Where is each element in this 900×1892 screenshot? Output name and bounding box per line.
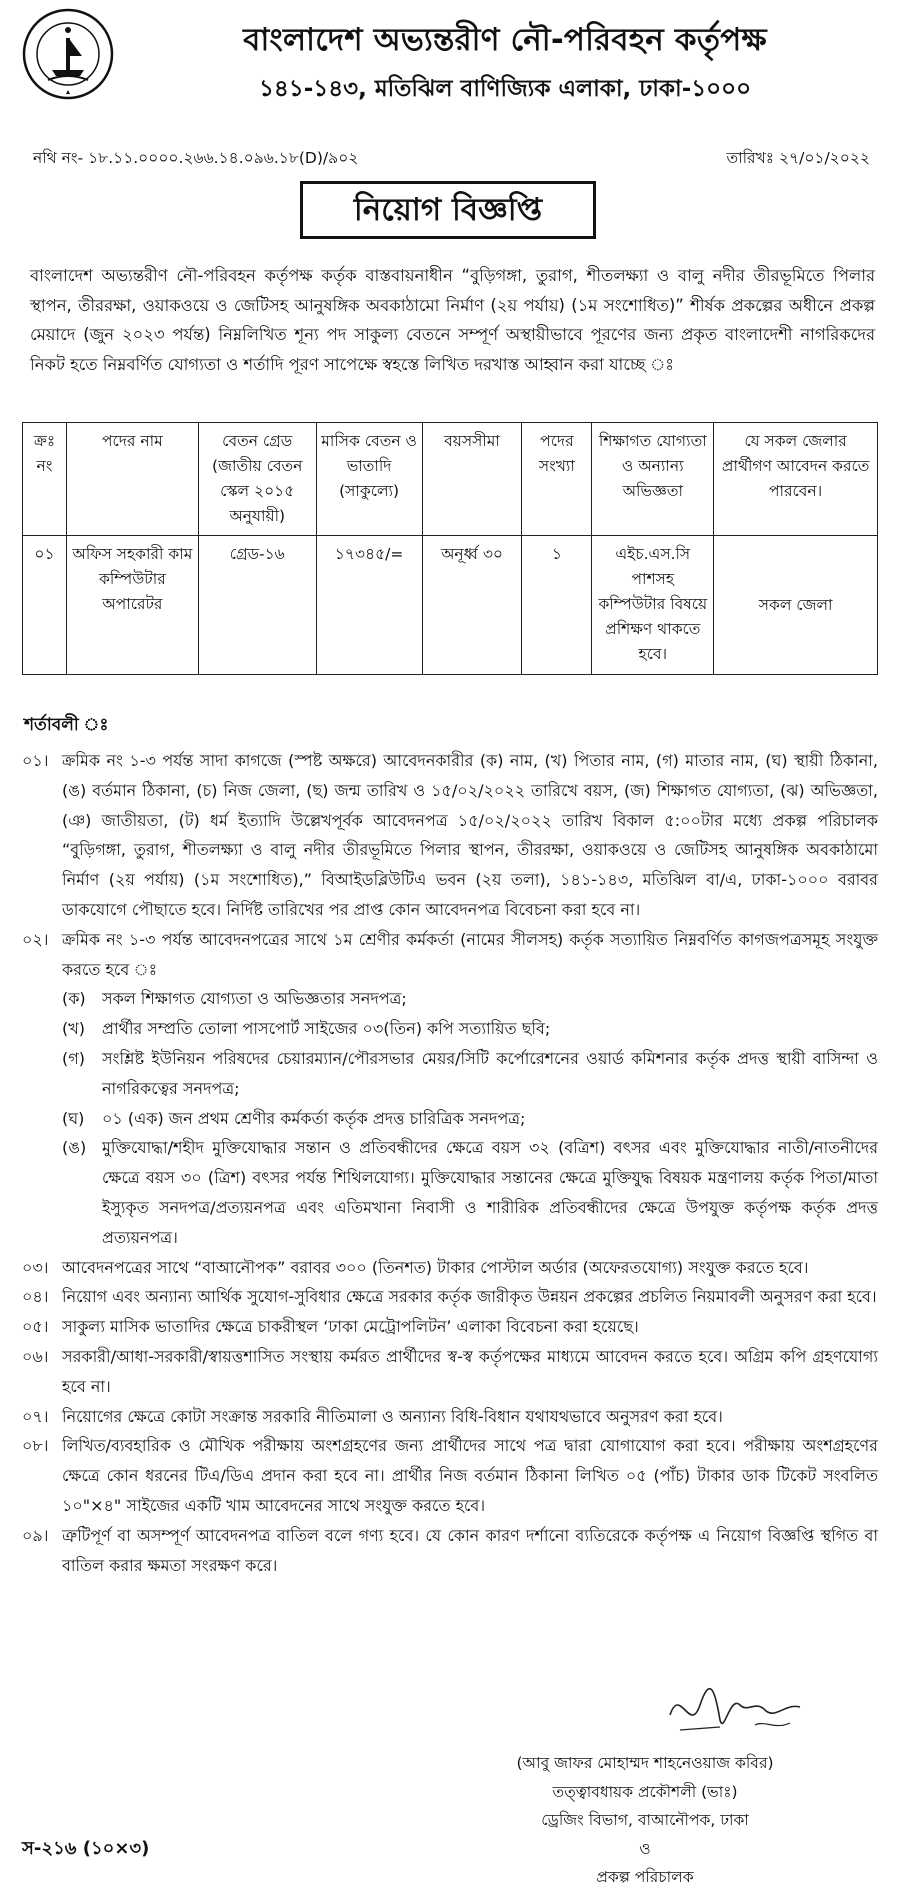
condition-text: নিয়োগের ক্ষেত্রে কোটা সংক্রান্ত সরকারি নীতিমালা ও অন্যান্য বিধি-বিধান যথাযথভাবে অনুসরণ করা হবে। — [62, 1406, 723, 1426]
header-post-count: পদের সংখ্যা — [522, 423, 592, 536]
document-item-text: সংশ্লিষ্ট ইউনিয়ন পরিষদের চেয়ারম্যান/পৌরসভার মেয়র/সিটি কর্পোরেশনের ওয়ার্ড কমিশনার কর্তৃক প্রদত্ত স্থায়ী বাসিন্দা ও নাগরিকত্বের সনদপত্র; — [102, 1048, 878, 1098]
cell-qualification: এইচ.এস.সি পাশসহ কম্পিউটার বিষয়ে প্রশিক্ষণ থাকতে হবে। — [592, 536, 714, 675]
condition-number: ০৩। — [22, 1257, 49, 1277]
condition-text: সরকারী/আধা-সরকারী/স্বায়ত্তশাসিত সংস্থায় কর্মরত প্রার্থীদের স্ব-স্ব কর্তৃপক্ষের মাধ্যমে আবেদন করতে হবে। অগ্রিম কপি গ্রহণযোগ্য হবে না। — [62, 1346, 878, 1396]
condition-item — [22, 1431, 878, 1520]
document-item-label: (ঘ) — [62, 1108, 85, 1128]
footer-code: স-২১৬ (১০×৩) — [22, 1838, 150, 1859]
table-header-row — [23, 423, 878, 536]
condition-number: ০৬। — [22, 1346, 49, 1366]
condition-text: ক্রমিক নং ১-৩ পর্যন্ত আবেদনপত্রের সাথে ১ম শ্রেণীর কর্মকর্তা (নামের সীলসহ) কর্তৃক সত্যায়িত নিম্নবর্ণিত কাগজপত্রসমূহ সংযুক্ত করতে হবে ঃ — [62, 929, 878, 979]
condition-item — [22, 1521, 878, 1581]
handwritten-signature — [660, 1675, 810, 1745]
document-item — [62, 1133, 878, 1252]
cell-post-name: অফিস সহকারী কাম কম্পিউটার অপারেটর — [66, 536, 198, 675]
header-qualification: শিক্ষাগত যোগ্যতা ও অন্যান্য অভিজ্ঞতা — [592, 423, 714, 536]
document-item — [62, 984, 878, 1014]
document-item-label: (গ) — [62, 1048, 85, 1068]
condition-item — [22, 746, 878, 925]
header-eligible-districts: যে সকল জেলার প্রার্থীগণ আবেদন করতে পারবেন। — [714, 423, 878, 536]
condition-text: ত্রুটিপূর্ণ বা অসম্পূর্ণ আবেদনপত্র বাতিল বলে গণ্য হবে। যে কোন কারণ দর্শানো ব্যতিরেকে কর্তৃপক্ষ এ নিয়োগ বিজ্ঞপ্তি স্থগিত বা বাতিল করার ক্ষমতা সংরক্ষণ করে। — [62, 1525, 878, 1575]
document-item-label: (খ) — [62, 1019, 85, 1039]
cell-post-count: ১ — [522, 536, 592, 675]
condition-number: ০৯। — [22, 1525, 49, 1545]
memo-number: নথি নং- ১৮.১১.০০০০.২৬৬.১৪.০৯৬.১৮(D)/৯০২ — [33, 149, 359, 167]
cell-serial: ০১ — [23, 536, 67, 675]
document-item-text: সকল শিক্ষাগত যোগ্যতা ও অভিজ্ঞতার সনদপত্র; — [102, 989, 407, 1009]
document-item-label: (ক) — [62, 989, 86, 1009]
header-age-limit: বয়সসীমা — [422, 423, 522, 536]
conditions-heading: শর্তাবলী ঃ — [24, 715, 109, 735]
document-item — [62, 1014, 878, 1044]
signatory-department: ড্রেজিং বিভাগ, বাআনৌপক, ঢাকা — [541, 1811, 749, 1829]
intro-paragraph: বাংলাদেশ অভ্যন্তরীণ নৌ-পরিবহন কর্তৃপক্ষ কর্তৃক বাস্তবায়নাধীন “বুড়িগঙ্গা, তুরাগ, শীতলক্ষ্যা ও বালু নদীর তীরভূমিতে পিলার স্থাপন, তীররক্ষা, ওয়াকওয়ে ও জেটিসহ আনুষঙ্গিক অবকাঠামো নির্মাণ (২য় পর্যায়) (১ম সংশোধিত)” শীর্ষক প্রকল্পের অধীনে প্রকল্প মেয়াদে (জুন ২০২৩ পর্যন্ত) নিম্নলিখিত শূন্য পদ সাকুল্য বেতনে সম্পূর্ণ অস্থায়ীভাবে পূরণের জন্য প্রকৃত বাংলাদেশী নাগরিকদের নিকট হতে নিম্নবর্ণিত যোগ্যতা ও শর্তাদি পূরণ সাপেক্ষে স্বহস্তে লিখিত দরখাস্ত আহ্বান করা যাচ্ছে ঃ — [30, 266, 875, 374]
header-pay-grade: বেতন গ্রেড (জাতীয় বেতন স্কেল ২০১৫ অনুযায়ী) — [198, 423, 316, 536]
signatory-conjunction: ও — [639, 1839, 651, 1858]
document-item-text: মুক্তিযোদ্ধা/শহীদ মুক্তিযোদ্ধার সন্তান ও প্রতিবন্ধীদের ক্ষেত্রে বয়স ৩২ (বত্রিশ) বৎসর এবং মুক্তিযোদ্ধার নাতী/নাতনীদের ক্ষেত্রে বয়স ৩০ (ত্রিশ) বৎসর পর্যন্ত শিথিলযোগ্য। মুক্তিযোদ্ধার সন্তানের ক্ষেত্রে মুক্তিযুদ্ধ বিষয়ক মন্ত্রণালয় কর্তৃক পিতা/মাতা ইস্যুকৃত সনদপত্র/প্রত্যয়নপত্র এবং এতিমখানা নিবাসী ও শারীরিক প্রতিবন্ধীদের ক্ষেত্রে উপযুক্ত কর্তৃপক্ষ কর্তৃক প্রদত্ত প্রত্যয়নপত্র। — [102, 1138, 878, 1247]
condition-number: ০১। — [22, 751, 49, 770]
document-item — [62, 1044, 878, 1104]
cell-monthly-salary: ১৭৩৪৫/= — [316, 536, 422, 675]
organization-name: বাংলাদেশ অভ্যন্তরীণ নৌ-পরিবহন কর্তৃপক্ষ — [243, 22, 767, 58]
condition-item — [22, 925, 878, 1253]
document-item-text: ০১ (এক) জন প্রথম শ্রেণীর কর্মকর্তা কর্তৃক প্রদত্ত চারিত্রিক সনদপত্র; — [102, 1108, 526, 1128]
condition-number: ০২। — [22, 929, 49, 949]
condition-item — [22, 1402, 878, 1432]
issue-date: তারিখঃ ২৭/০১/২০২২ — [726, 149, 870, 167]
cell-age-limit: অনূর্ধ্ব ৩০ — [422, 536, 522, 675]
condition-text: লিখিত/ব্যবহারিক ও মৌখিক পরীক্ষায় অংশগ্রহণের জন্য প্রার্থীদের সাথে পত্র দ্বারা যোগাযোগ করা হবে। পরীক্ষায় অংশগ্রহণের ক্ষেত্রে কোন ধরনের টিএ/ডিএ প্রদান করা হবে না। প্রার্থীর নিজ বর্তমান ঠিকানা লিখিত ০৫ (পাঁচ) টাকার ডাক টিকেট সংবলিত ১০"×৪" সাইজের একটি খাম আবেদনের সাথে সংযুক্ত করতে হবে। — [62, 1436, 878, 1515]
signatory-designation: তত্ত্বাবধায়ক প্রকৌশলী (ভাঃ) — [552, 1782, 738, 1801]
document-item-text: প্রার্থীর সম্প্রতি তোলা পাসপোর্ট সাইজের ০৩(তিন) কপি সত্যায়িত ছবি; — [102, 1019, 551, 1039]
table-row — [23, 536, 878, 675]
header-post-name: পদের নাম — [66, 423, 198, 536]
vacancy-table — [22, 422, 878, 675]
condition-number: ০৪। — [22, 1287, 49, 1307]
condition-item — [22, 1342, 878, 1402]
document-item — [62, 1104, 878, 1134]
header-serial: ক্রঃ নং — [23, 423, 67, 536]
condition-text: ক্রমিক নং ১-৩ পর্যন্ত সাদা কাগজে (স্পষ্ট অক্ষরে) আবেদনকারীর (ক) নাম, (খ) পিতার নাম, (গ) মাতার নাম, (ঘ) স্থায়ী ঠিকানা, (ঙ) বর্তমান ঠিকানা, (চ) নিজ জেলা, (ছ) জন্ম তারিখ ও ১৫/০২/২০২২ তারিখে বয়স, (জ) শিক্ষাগত যোগ্যতা, (ঝ) অভিজ্ঞতা, (ঞ) জাতীয়তা, (ট) ধর্ম ইত্যাদি উল্লেখপূর্বক আবেদনপত্র ১৫/০২/২০২২ তারিখ বিকাল ৫:০০টার মধ্যে প্রকল্প পরিচালক “বুড়িগঙ্গা, তুরাগ, শীতলক্ষ্যা ও বালু নদীর তীরভূমিতে পিলার স্থাপন, তীররক্ষা, ওয়াকওয়ে ও জেটিসহ আনুষঙ্গিক অবকাঠামো নির্মাণ (২য় পর্যায়) (১ম সংশোধিত),” বিআইডব্লিউটিএ ভবন (২য় তলা), ১৪১-১৪৩, মতিঝিল বা/এ, ঢাকা-১০০০ বরাবর ডাকযোগে পৌছাতে হবে। নির্দিষ্ট তারিখের পর প্রাপ্ত কোন আবেদনপত্র বিবেচনা করা হবে না। — [62, 751, 878, 919]
cell-pay-grade: গ্রেড-১৬ — [198, 536, 316, 675]
condition-number: ০৫। — [22, 1317, 49, 1337]
conditions-list — [22, 746, 878, 1580]
condition-item — [22, 1253, 878, 1283]
condition-item — [22, 1312, 878, 1342]
condition-body — [62, 925, 878, 1253]
signature-block — [410, 1749, 880, 1892]
biwta-seal-logo — [22, 8, 114, 100]
cell-eligible-districts: সকল জেলা — [714, 536, 878, 675]
document-item-label: (ঙ) — [62, 1138, 87, 1158]
condition-number: ০৮। — [22, 1436, 49, 1456]
signatory-name: (আবু জাফর মোহাম্মদ শাহনেওয়াজ কবির) — [516, 1754, 774, 1772]
condition-text: সাকুল্য মাসিক ভাতাদির ক্ষেত্রে চাকরীস্থল ‘ঢাকা মেট্রোপলিটন’ এলাকা বিবেচনা করা হয়েছে। — [62, 1317, 639, 1337]
organization-address: ১৪১-১৪৩, মতিঝিল বাণিজ্যিক এলাকা, ঢাকা-১০০০ — [258, 76, 752, 102]
condition-number: ০৭। — [22, 1406, 49, 1426]
signatory-role: প্রকল্প পরিচালক — [596, 1868, 694, 1886]
notice-title: নিয়োগ বিজ্ঞপ্তি — [300, 181, 596, 239]
condition-item — [22, 1282, 878, 1312]
condition-text: নিয়োগ এবং অন্যান্য আর্থিক সুযোগ-সুবিধার ক্ষেত্রে সরকার কর্তৃক জারীকৃত উন্নয়ন প্রকল্পের প্রচলিত নিয়মাবলী অনুসরণ করা হবে। — [62, 1287, 877, 1307]
condition-text: আবেদনপত্রের সাথে “বাআনৌপক” বরাবর ৩০০ (তিনশত) টাকার পোস্টাল অর্ডার (অফেরতযোগ্য) সংযুক্ত করতে হবে। — [62, 1257, 809, 1277]
header-monthly-salary: মাসিক বেতন ও ভাতাদি (সাকুল্যে) — [316, 423, 422, 536]
